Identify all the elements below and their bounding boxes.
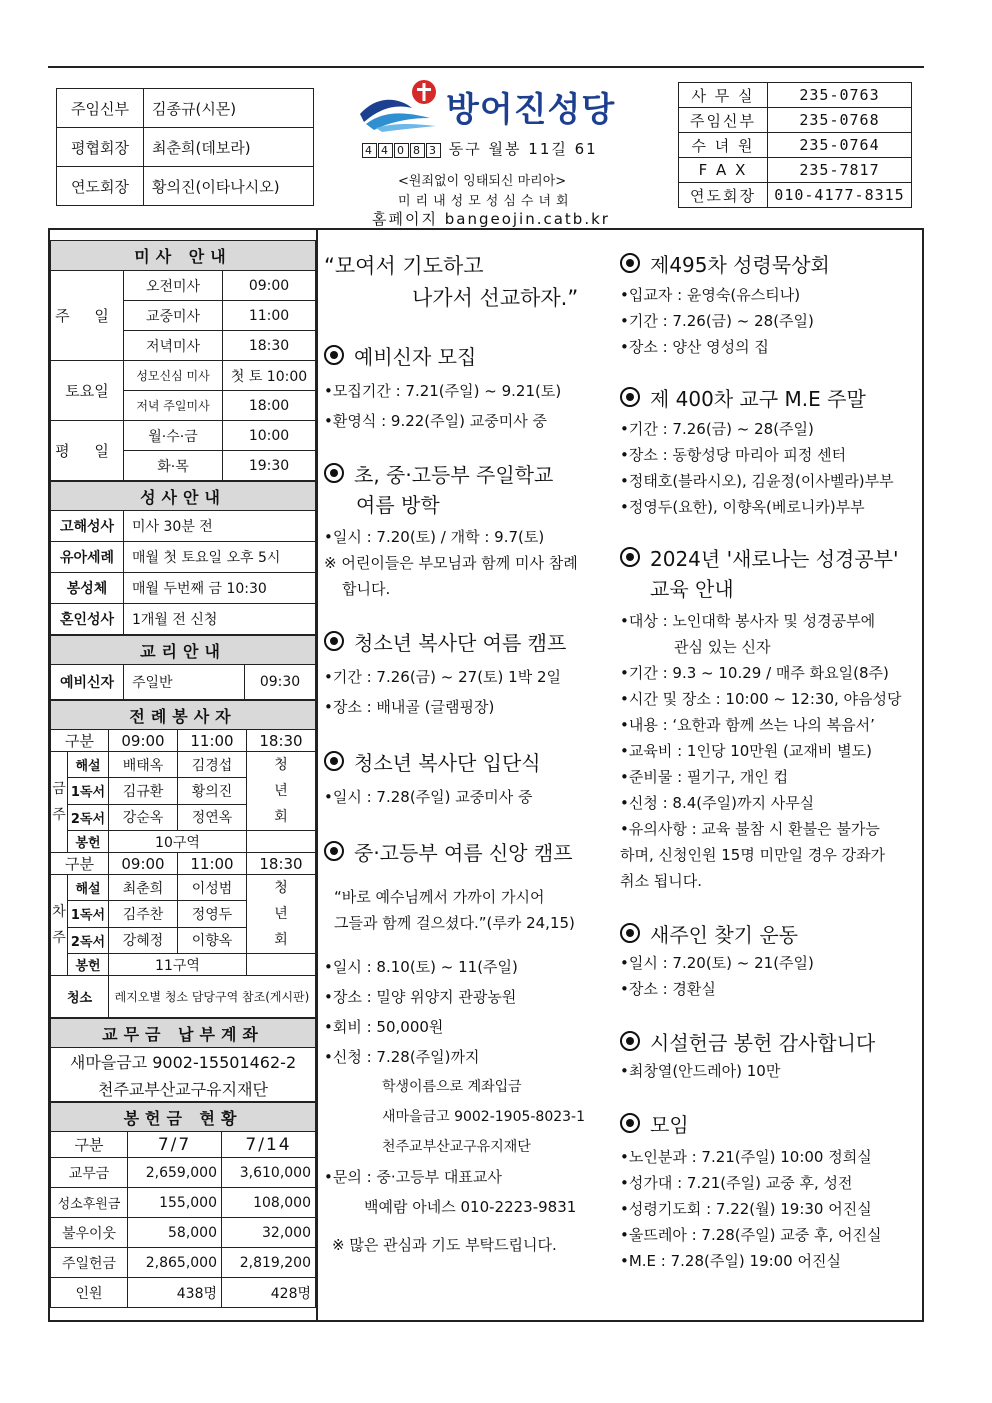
meeting-item: •M.E : 7.28(주일) 19:00 어진실 bbox=[620, 1252, 841, 1270]
liturgy-role: 해설 bbox=[68, 752, 109, 778]
saturday-label: 토요일 bbox=[51, 361, 124, 421]
bible-content: •내용 : ‘요한과 함께 쓰는 나의 복음서’ bbox=[620, 716, 875, 734]
facility-heading: 시설헌금 봉헌 감사합니다 bbox=[620, 1028, 920, 1058]
mass-title: 미사 안내 bbox=[51, 241, 316, 271]
mass-table bbox=[50, 240, 316, 481]
doctrine-time: 09:30 bbox=[245, 665, 316, 700]
bible-fee: •교육비 : 1인당 10만원 (교재비 별도) bbox=[620, 742, 872, 760]
liturgy-person: 황의진 bbox=[177, 778, 246, 804]
me-couple: •정영두(요한), 이향옥(베로니카)부부 bbox=[620, 498, 865, 516]
offering-header: 7/7 bbox=[128, 1132, 222, 1158]
mass-time: 10:00 bbox=[223, 421, 316, 451]
sacrament-value: 1개월 전 신청 bbox=[124, 604, 316, 635]
retreat-heading: 제495차 성령묵상회 bbox=[620, 250, 920, 280]
liturgy-person: 강순옥 bbox=[109, 804, 178, 830]
me-period: •기간 : 7.26(금) ~ 28(주일) bbox=[620, 420, 814, 438]
quote-line1: “모여서 기도하고 bbox=[324, 254, 484, 278]
liturgy-time: 09:00 bbox=[109, 853, 178, 875]
tithe-table bbox=[50, 1018, 316, 1102]
zip-digit: 8 bbox=[410, 143, 425, 158]
bullet-icon bbox=[620, 923, 640, 943]
bullet-icon bbox=[324, 463, 344, 483]
contact-label: 연도회장 bbox=[679, 183, 768, 208]
contact-value: 235-7817 bbox=[768, 158, 912, 183]
middle-column bbox=[324, 250, 614, 1258]
faith-camp-place: •장소 : 밀양 위양지 관광농원 bbox=[324, 988, 517, 1006]
tithe-account: 새마을금고 9002-15501462-2 bbox=[51, 1048, 316, 1076]
homepage[interactable]: 홈페이지 bangeojin.catb.kr bbox=[372, 210, 610, 228]
liturgy-person: 이성범 bbox=[177, 875, 246, 901]
address-text: 동구 월봉 11길 61 bbox=[448, 140, 598, 158]
faith-camp-foundation: 천주교부산교구유지재단 bbox=[382, 1139, 531, 1155]
mass-name: 교중미사 bbox=[124, 301, 223, 331]
doctrine-table bbox=[50, 635, 316, 700]
liturgy-time: 18:30 bbox=[246, 853, 315, 875]
offering-value: 3,610,000 bbox=[222, 1158, 316, 1188]
bible-period: •기간 : 9.3 ~ 10.29 / 매주 화요일(8주) bbox=[620, 664, 889, 682]
contact-label: 수 녀 원 bbox=[679, 133, 768, 158]
contact-value: 235-0763 bbox=[768, 83, 912, 108]
liturgy-role: 봉헌 bbox=[68, 954, 109, 976]
offering-label: 성소후원금 bbox=[51, 1188, 128, 1218]
facility-donor: •최창열(안드레아) 10만 bbox=[620, 1062, 781, 1080]
faith-camp-date: •일시 : 8.10(토) ~ 11(주일) bbox=[324, 958, 518, 976]
bullet-icon bbox=[324, 751, 344, 771]
contact-label: 사 무 실 bbox=[679, 83, 768, 108]
sacrament-label: 고해성사 bbox=[51, 511, 124, 542]
school-heading-2: 여름 방학 bbox=[356, 493, 440, 517]
bible-apply: •신청 : 8.4(주일)까지 사무실 bbox=[620, 794, 815, 812]
liturgy-role: 1독서 bbox=[68, 901, 109, 927]
contact-table bbox=[678, 82, 912, 208]
mass-name: 월·수·금 bbox=[124, 421, 223, 451]
catechumen-welcome: •환영식 : 9.22(주일) 교중미사 중 bbox=[324, 412, 547, 430]
contact-label: F A X bbox=[679, 158, 768, 183]
zip-digit: 0 bbox=[394, 143, 409, 158]
sacrament-label: 봉성체 bbox=[51, 573, 124, 604]
school-date: •일시 : 7.20(토) / 개학 : 9.7(토) bbox=[324, 528, 545, 546]
mass-name: 화·목 bbox=[124, 451, 223, 481]
bible-heading-2: 교육 안내 bbox=[650, 577, 734, 601]
mass-name: 저녁 주일미사 bbox=[124, 391, 223, 421]
bible-supplies: •준비물 : 필기구, 개인 컵 bbox=[620, 768, 789, 786]
mass-name: 성모신심 미사 bbox=[124, 361, 223, 391]
bullet-icon bbox=[620, 253, 640, 273]
yeondo-value: 황의진(이타나시오) bbox=[144, 167, 314, 206]
bullet-icon bbox=[324, 345, 344, 365]
offering-header: 구분 bbox=[51, 1132, 128, 1158]
right-column bbox=[620, 250, 920, 1274]
doctrine-title: 교리안내 bbox=[51, 636, 316, 665]
bullet-icon bbox=[324, 841, 344, 861]
mass-time: 09:00 bbox=[223, 271, 316, 301]
offering-table bbox=[50, 1102, 316, 1308]
mass-time: 11:00 bbox=[223, 301, 316, 331]
liturgy-person: 김주찬 bbox=[109, 901, 178, 927]
youth-group: 청 년 회 bbox=[246, 752, 315, 831]
sacrament-value: 미사 30분 전 bbox=[124, 511, 316, 542]
doctrine-label: 예비신자 bbox=[51, 665, 124, 700]
header-left-table bbox=[56, 88, 314, 206]
bullet-icon bbox=[620, 387, 640, 407]
faith-camp-account: 새마을금고 9002-1905-8023-1 bbox=[382, 1109, 586, 1125]
school-heading: 초, 중·고등부 주일학교 bbox=[324, 460, 614, 490]
zip-digit: 4 bbox=[378, 143, 393, 158]
retreat-period: •기간 : 7.26(금) ~ 28(주일) bbox=[620, 312, 814, 330]
bible-heading: 2024년 '새로나는 성경공부' bbox=[620, 544, 920, 574]
school-note-2: 합니다. bbox=[342, 580, 391, 598]
liturgy-time: 11:00 bbox=[177, 730, 246, 752]
liturgy-person: 강혜정 bbox=[109, 927, 178, 953]
new-owner-date: •일시 : 7.20(토) ~ 21(주일) bbox=[620, 954, 814, 972]
mass-name: 오전미사 bbox=[124, 271, 223, 301]
address bbox=[362, 138, 598, 159]
youth-group: 청 년 회 bbox=[246, 875, 315, 954]
bible-target-2: 관심 있는 신자 bbox=[674, 638, 771, 656]
yeondo-label: 연도회장 bbox=[57, 167, 144, 206]
new-owner-place: •장소 : 경환실 bbox=[620, 980, 716, 998]
offering-label: 교무금 bbox=[51, 1158, 128, 1188]
catechumen-period: •모집기간 : 7.21(주일) ~ 9.21(토) bbox=[324, 382, 562, 400]
meeting-heading: 모임 bbox=[620, 1110, 920, 1140]
offering-header: 7/14 bbox=[222, 1132, 316, 1158]
faith-camp-quote: “바로 예수님께서 가까이 가시어 bbox=[334, 888, 545, 906]
liturgy-time: 11:00 bbox=[177, 853, 246, 875]
offering-value: 2,865,000 bbox=[128, 1248, 222, 1278]
pastor-value: 김종규(시몬) bbox=[144, 89, 314, 128]
retreat-place: •장소 : 양산 영성의 집 bbox=[620, 338, 769, 356]
me-place: •장소 : 동항성당 마리아 피정 센터 bbox=[620, 446, 847, 464]
catechumen-heading: 예비신자 모집 bbox=[324, 342, 614, 372]
faith-camp-teacher: 백예람 아네스 010-2223-9831 bbox=[364, 1198, 577, 1216]
zip-digit: 4 bbox=[362, 143, 377, 158]
liturgy-role: 2독서 bbox=[68, 804, 109, 830]
liturgy-person: 배태옥 bbox=[109, 752, 178, 778]
bible-target: •대상 : 노인대학 봉사자 및 성경공부에 bbox=[620, 612, 876, 630]
liturgy-person: 김경섭 bbox=[177, 752, 246, 778]
sacrament-label: 유아세례 bbox=[51, 542, 124, 573]
contact-value: 010-4177-8315 bbox=[768, 183, 912, 208]
pastor-label: 주임신부 bbox=[57, 89, 144, 128]
motto: <원죄없이 잉태되신 마리아> bbox=[398, 174, 567, 189]
liturgy-person: 이향옥 bbox=[177, 927, 246, 953]
sunday-label: 주 일 bbox=[51, 271, 124, 361]
left-column bbox=[50, 240, 316, 1308]
bullet-icon bbox=[620, 1031, 640, 1051]
sacrament-title: 성사안내 bbox=[51, 482, 316, 511]
offering-value: 428명 bbox=[222, 1278, 316, 1308]
altar-camp-period: •기간 : 7.26(금) ~ 27(토) 1박 2일 bbox=[324, 668, 561, 686]
church-name: 방어진성당 bbox=[446, 90, 616, 130]
offering-value: 155,000 bbox=[128, 1188, 222, 1218]
liturgy-role: 1독서 bbox=[68, 778, 109, 804]
faith-camp-contact: •문의 : 중·고등부 대표교사 bbox=[324, 1168, 502, 1186]
offering-value: 58,000 bbox=[128, 1218, 222, 1248]
school-note: ※ 어린이들은 부모님과 함께 미사 참례 bbox=[324, 554, 578, 572]
liturgy-col-label: 구분 bbox=[51, 730, 109, 752]
contact-value: 235-0768 bbox=[768, 108, 912, 133]
sacrament-value: 매월 첫 토요일 오후 5시 bbox=[124, 542, 316, 573]
faith-camp-apply-2: 학생이름으로 계좌입금 bbox=[382, 1079, 522, 1095]
offering-value: 108,000 bbox=[222, 1188, 316, 1218]
mass-name: 저녁미사 bbox=[124, 331, 223, 361]
mass-time: 첫 토 10:00 bbox=[223, 361, 316, 391]
liturgy-time: 09:00 bbox=[109, 730, 178, 752]
meeting-item: •성가대 : 7.21(주일) 교중 후, 성전 bbox=[620, 1174, 853, 1192]
faith-camp-fee: •회비 : 50,000원 bbox=[324, 1018, 444, 1036]
altar-camp-place: •장소 : 배내골 (글램핑장) bbox=[324, 698, 495, 716]
altar-camp-heading: 청소년 복사단 여름 캠프 bbox=[324, 628, 614, 658]
liturgy-person: 정영두 bbox=[177, 901, 246, 927]
sacrament-value: 매월 두번째 금 10:30 bbox=[124, 573, 316, 604]
liturgy-time: 18:30 bbox=[246, 730, 315, 752]
zip-digit: 3 bbox=[426, 143, 441, 158]
altar-join-date: •일시 : 7.28(주일) 교중미사 중 bbox=[324, 788, 533, 806]
liturgy-col-label: 구분 bbox=[51, 853, 109, 875]
new-owner-heading: 새주인 찾기 운동 bbox=[620, 920, 920, 950]
offering-value: 32,000 bbox=[222, 1218, 316, 1248]
sacrament-table bbox=[50, 481, 316, 635]
me-heading: 제 400차 교구 M.E 주말 bbox=[620, 384, 920, 414]
liturgy-person: 최춘희 bbox=[109, 875, 178, 901]
quote-line2: 나가서 선교하자.” bbox=[412, 286, 579, 310]
contact-value: 235-0764 bbox=[768, 133, 912, 158]
faith-camp-quote-2: 그들과 함께 걸으셨다.”(루카 24,15) bbox=[334, 914, 575, 932]
bullet-icon bbox=[620, 1113, 640, 1133]
cleaning-label: 청소 bbox=[51, 976, 109, 1018]
church-logo-icon bbox=[356, 78, 442, 132]
faith-camp-heading: 중·고등부 여름 신앙 캠프 bbox=[324, 838, 614, 868]
council-value: 최춘희(데보라) bbox=[144, 128, 314, 167]
contact-label: 주임신부 bbox=[679, 108, 768, 133]
liturgy-title: 전례봉사자 bbox=[51, 701, 316, 730]
liturgy-role: 봉헌 bbox=[68, 831, 109, 853]
sisters-name: 미리내성모성심수녀회 bbox=[398, 194, 574, 209]
bible-time-place: •시간 및 장소 : 10:00 ~ 12:30, 야음성당 bbox=[620, 690, 902, 708]
cleaning-value: 레지오별 청소 담당구역 참조(게시판) bbox=[109, 976, 316, 1018]
sacrament-label: 혼인성사 bbox=[51, 604, 124, 635]
me-couple: •정태호(블라시오), 김윤정(이사벨라)부부 bbox=[620, 472, 894, 490]
tithe-foundation: 천주교부산교구유지재단 bbox=[51, 1076, 316, 1102]
mass-time: 19:30 bbox=[223, 451, 316, 481]
meeting-item: •성령기도회 : 7.22(월) 19:30 어진실 bbox=[620, 1200, 872, 1218]
offering-label: 불우이웃 bbox=[51, 1218, 128, 1248]
bible-notice-2: 하며, 신청인원 15명 미만일 경우 강좌가 bbox=[620, 846, 886, 864]
offering-title: 봉헌금 현황 bbox=[51, 1103, 316, 1132]
liturgy-table bbox=[50, 700, 316, 1018]
offering-value: 2,659,000 bbox=[128, 1158, 222, 1188]
liturgy-person: 정연옥 bbox=[177, 804, 246, 830]
offering-label: 주일헌금 bbox=[51, 1248, 128, 1278]
column-divider bbox=[316, 228, 318, 1322]
offering-value: 438명 bbox=[128, 1278, 222, 1308]
liturgy-person: 김규환 bbox=[109, 778, 178, 804]
offering-district: 11구역 bbox=[109, 954, 247, 976]
mass-time: 18:00 bbox=[223, 391, 316, 421]
tithe-title: 교무금 납부계좌 bbox=[51, 1019, 316, 1048]
retreat-person: •입교자 : 윤영숙(유스티나) bbox=[620, 286, 801, 304]
bible-notice-3: 취소 됩니다. bbox=[620, 872, 702, 890]
bullet-icon bbox=[324, 631, 344, 651]
week-label: 차 주 bbox=[51, 875, 68, 976]
offering-value: 2,819,200 bbox=[222, 1248, 316, 1278]
meeting-item: •노인분과 : 7.21(주일) 10:00 정희실 bbox=[620, 1148, 872, 1166]
liturgy-role: 해설 bbox=[68, 875, 109, 901]
offering-district: 10구역 bbox=[109, 831, 247, 853]
faith-camp-apply: •신청 : 7.28(주일)까지 bbox=[324, 1048, 480, 1066]
altar-join-heading: 청소년 복사단 입단식 bbox=[324, 748, 614, 778]
liturgy-role: 2독서 bbox=[68, 927, 109, 953]
weekday-label: 평 일 bbox=[51, 421, 124, 481]
week-label: 금 주 bbox=[51, 752, 68, 853]
mass-time: 18:30 bbox=[223, 331, 316, 361]
bible-notice: •유의사항 : 교육 불참 시 환불은 불가능 bbox=[620, 820, 880, 838]
council-label: 평협회장 bbox=[57, 128, 144, 167]
faith-camp-request: ※ 많은 관심과 기도 부탁드립니다. bbox=[332, 1236, 557, 1254]
offering-label: 인원 bbox=[51, 1278, 128, 1308]
meeting-item: •울뜨레아 : 7.28(주일) 교중 후, 어진실 bbox=[620, 1226, 882, 1244]
doctrine-value: 주일반 bbox=[124, 665, 245, 700]
bullet-icon bbox=[620, 547, 640, 567]
top-rule bbox=[48, 66, 924, 68]
